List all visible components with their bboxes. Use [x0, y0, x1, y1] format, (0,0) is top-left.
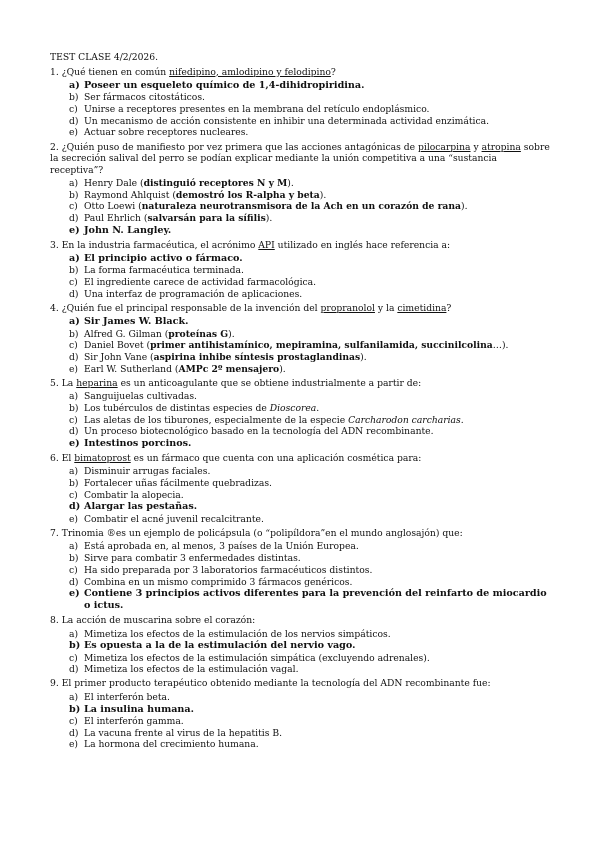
question-block	[50, 378, 550, 451]
option-note-bold: demostró los R-alpha y beta	[175, 189, 320, 201]
option-note-bold: AMPc 2º mensajero	[178, 363, 280, 375]
option-text: El principio activo o fármaco.	[84, 253, 243, 265]
question-number: 7.	[50, 527, 59, 539]
question-stem	[50, 678, 550, 690]
option	[50, 277, 550, 289]
option-text: La vacuna frente al virus de la hepatitis B.	[84, 727, 283, 739]
option-note-bold: proteínas G	[168, 328, 229, 340]
question-stem	[50, 240, 550, 252]
option	[50, 728, 550, 740]
option	[50, 352, 550, 364]
option-name: Earl W. Sutherland (	[84, 363, 179, 375]
option-letter: b)	[69, 92, 79, 104]
option-letter: b)	[69, 265, 79, 277]
option-text: La forma farmacéutica terminada.	[84, 265, 244, 277]
option-letter: d)	[69, 213, 79, 225]
option-tail: .	[460, 414, 464, 426]
option	[50, 265, 550, 277]
option-letter: a)	[69, 691, 79, 703]
option-correct	[50, 253, 550, 265]
option-text: El ingrediente carece de actividad farmacológica.	[84, 276, 317, 288]
option-text: Mimetiza los efectos de la estimulación de los nervios simpáticos.	[84, 628, 391, 640]
option-list	[50, 692, 550, 751]
question-number: 8.	[50, 615, 59, 627]
question-number: 5.	[50, 377, 59, 389]
option-text: Fortalecer uñas fácilmente quebradizas.	[84, 478, 272, 490]
option-letter: c)	[69, 340, 78, 352]
option-letter: d)	[69, 501, 81, 513]
option	[50, 201, 550, 213]
option-letter: a)	[69, 316, 80, 328]
option-name: Otto Loewi (	[84, 201, 142, 213]
question-block	[50, 528, 550, 613]
option-text: Un mecanismo de acción consistente en inhibir una determinada actividad enzimática.	[84, 115, 490, 127]
option-letter: d)	[69, 115, 79, 127]
option-letter: b)	[69, 478, 79, 490]
question-block	[50, 303, 550, 376]
underlined-term: nifedipino, amlodipino y felodipino	[169, 66, 331, 78]
option-letter: e)	[69, 127, 79, 139]
option-letter: a)	[69, 466, 79, 478]
option-letter: c)	[69, 201, 78, 213]
underlined-term: bimatoprost	[74, 452, 131, 464]
option-letter: c)	[69, 103, 78, 115]
page-title: TEST CLASE 4/2/2026.	[50, 52, 159, 63]
option-list	[50, 178, 550, 237]
question-stem	[50, 615, 550, 627]
option-text: Disminuir arrugas faciales.	[84, 466, 211, 478]
option-text: Un proceso biotecnológico basado en la tecnología del ADN recombinante.	[84, 426, 434, 438]
option-note-bold: naturaleza neurotransmisora de la Ach en un corazón de rana	[141, 201, 461, 213]
option	[50, 426, 550, 438]
option-text: Mimetiza los efectos de la estimulación vagal.	[84, 664, 299, 676]
question-text: es un anticoagulante que se obtiene industrialmente a partir de:	[117, 377, 422, 389]
option	[50, 478, 550, 490]
option	[50, 92, 550, 104]
question-text: ¿Qué tienen en común	[58, 66, 170, 78]
option-list	[50, 253, 550, 300]
option-letter: b)	[69, 403, 79, 415]
option-text: Sanguijuelas cultivadas.	[84, 391, 197, 403]
option-letter: e)	[69, 224, 80, 236]
option-name: Alfred G. Gilman (	[84, 328, 169, 340]
question-number: 4.	[50, 302, 59, 314]
option-italic: Carcharodon carcharias	[348, 414, 461, 426]
question-text: y	[470, 141, 482, 153]
option-text: Alargar las pestañas.	[84, 501, 198, 513]
option-correct	[50, 640, 550, 652]
option-tail: ).	[287, 178, 294, 190]
option-letter: b)	[69, 189, 79, 201]
question-block	[50, 142, 550, 238]
option-list	[50, 466, 550, 525]
question-stem	[50, 142, 550, 177]
option-correct	[50, 80, 550, 92]
option-tail: ).	[265, 213, 273, 225]
option-text: Es opuesta a la de la estimulación del nervio vago.	[84, 640, 356, 652]
question-stem	[50, 303, 550, 315]
document-page	[50, 51, 550, 751]
question-text: Trinomia ®es un ejemplo de policápsula (o “polipíldora”en el mundo anglosajón) que:	[58, 527, 463, 539]
option-name: Henry Dale (	[84, 178, 144, 190]
option-letter: e)	[69, 739, 79, 751]
question-number: 3.	[50, 239, 59, 251]
option	[50, 577, 550, 589]
option-name: Sir John Vane (	[84, 351, 154, 363]
option-tail: ).	[360, 351, 367, 363]
option-correct	[50, 588, 550, 612]
option-text: Poseer un esqueleto químico de 1,4-dihidropiridina.	[84, 80, 365, 91]
question-block	[50, 453, 550, 526]
option-text: Contiene 3 principios activos diferentes para la prevención del reinfarto de miocardio o ictus.	[84, 588, 547, 612]
option-letter: d)	[69, 664, 79, 676]
option	[50, 466, 550, 478]
option-note-bold: distinguió receptores N y M	[143, 178, 288, 190]
question-text: La	[58, 377, 77, 389]
option-tail: …).	[492, 340, 509, 352]
option-text: Intestinos porcinos.	[84, 438, 192, 450]
question-number: 1.	[50, 66, 59, 78]
option-letter: e)	[69, 438, 80, 450]
question-block	[50, 615, 550, 676]
option-letter: b)	[69, 553, 79, 565]
option-tail: .	[316, 403, 320, 415]
option-text: Actuar sobre receptores nucleares.	[84, 127, 249, 139]
option-text: Los tubérculos de distintas especies de	[84, 403, 270, 415]
option	[50, 415, 550, 427]
option-text: Combatir la alopecia.	[84, 489, 184, 501]
option-text: El interferón gamma.	[84, 715, 184, 727]
option-text: Unirse a receptores presentes en la membrana del retículo endoplásmico.	[84, 103, 430, 115]
option-list	[50, 541, 550, 612]
option	[50, 178, 550, 190]
question-number: 9.	[50, 678, 59, 690]
option-list	[50, 316, 550, 375]
option-text: John N. Langley.	[84, 224, 172, 236]
question-stem	[50, 378, 550, 390]
option	[50, 692, 550, 704]
option	[50, 391, 550, 403]
option-text: Ha sido preparada por 3 laboratorios farmacéuticos distintos.	[84, 564, 373, 576]
option-note-bold: primer antihistamínico, mepiramina, sulfanilamida, succinilcolina	[150, 340, 493, 352]
option-note-bold: aspirina inhibe síntesis prostaglandinas	[153, 351, 361, 363]
option	[50, 553, 550, 565]
question-list	[50, 67, 550, 751]
option-letter: d)	[69, 426, 79, 438]
option-text: Ser fármacos citostáticos.	[84, 92, 205, 104]
option	[50, 541, 550, 553]
option-tail: ).	[461, 201, 468, 213]
option-text: La hormona del crecimiento humana.	[84, 739, 259, 751]
option-correct	[50, 438, 550, 450]
question-text: y la	[374, 302, 398, 314]
option	[50, 514, 550, 526]
option-letter: c)	[69, 414, 78, 426]
underlined-term: pilocarpina	[418, 141, 471, 153]
option-text: La insulina humana.	[84, 703, 194, 715]
option-tail: ).	[279, 363, 286, 375]
option-name: Paul Ehrlich (	[84, 213, 148, 225]
underlined-term: atropina	[481, 141, 521, 153]
option	[50, 213, 550, 225]
option-text: Está aprobada en, al menos, 3 países de la Unión Europea.	[84, 541, 359, 553]
option-list	[50, 80, 550, 139]
question-text: ?	[330, 66, 336, 78]
question-block	[50, 67, 550, 140]
question-text: La acción de muscarina sobre el corazón:	[58, 615, 256, 627]
underlined-term: API	[258, 239, 275, 251]
option-letter: b)	[69, 703, 81, 715]
option	[50, 289, 550, 301]
option-letter: c)	[69, 489, 78, 501]
underlined-term: heparina	[76, 377, 118, 389]
option-letter: a)	[69, 541, 79, 553]
option-italic: Dioscorea	[269, 403, 317, 415]
option-letter: d)	[69, 351, 79, 363]
option-name: Daniel Bovet (	[84, 340, 151, 352]
question-text: El	[58, 452, 75, 464]
option-letter: e)	[69, 513, 79, 525]
option-text: Una interfaz de programación de aplicaciones.	[84, 288, 303, 300]
question-number: 2.	[50, 141, 59, 153]
option-list	[50, 391, 550, 450]
option-correct	[50, 316, 550, 328]
option-letter: c)	[69, 715, 78, 727]
question-stem	[50, 67, 550, 79]
option-letter: a)	[69, 178, 79, 190]
option-letter: a)	[69, 391, 79, 403]
option-correct	[50, 225, 550, 237]
option-letter: c)	[69, 564, 78, 576]
underlined-term: propranolol	[320, 302, 375, 314]
option-letter: a)	[69, 253, 80, 265]
option	[50, 664, 550, 676]
option-list	[50, 629, 550, 676]
option	[50, 329, 550, 341]
option-letter: e)	[69, 588, 80, 600]
option	[50, 127, 550, 139]
option-name: Raymond Ahlquist (	[84, 189, 176, 201]
option	[50, 490, 550, 502]
option	[50, 340, 550, 352]
option	[50, 104, 550, 116]
option-letter: d)	[69, 576, 79, 588]
option-tail: ).	[319, 189, 327, 201]
option-letter: a)	[69, 628, 79, 640]
option	[50, 653, 550, 665]
question-text: sobre la secreción salival del perro se podían explicar mediante la unión competitiva a una “sustancia receptiva”?	[50, 141, 550, 176]
question-text: utilizado en inglés hace referencia a:	[274, 239, 451, 251]
question-stem	[50, 528, 550, 540]
option-tail: ).	[228, 328, 235, 340]
option-letter: b)	[69, 640, 81, 652]
question-text: es un fármaco que cuenta con una aplicación cosmética para:	[130, 452, 422, 464]
option	[50, 565, 550, 577]
option	[50, 190, 550, 202]
option	[50, 403, 550, 415]
option-text: El interferón beta.	[84, 691, 170, 703]
option	[50, 739, 550, 751]
question-text: En la industria farmacéutica, el acrónimo	[58, 239, 259, 251]
option	[50, 364, 550, 376]
question-text: El primer producto terapéutico obtenido mediante la tecnología del ADN recombinante fue:	[58, 678, 491, 690]
option-letter: d)	[69, 727, 79, 739]
option-text: Combina en un mismo comprimido 3 fármacos genéricos.	[84, 576, 353, 588]
option-letter: b)	[69, 328, 79, 340]
option-note-bold: salvarsán para la sífilis	[147, 213, 266, 225]
option-letter: d)	[69, 288, 79, 300]
underlined-term: cimetidina	[397, 302, 447, 314]
question-text: ¿Quién fue el principal responsable de la invención del	[58, 302, 321, 314]
option-text: Combatir el acné juvenil recalcitrante.	[84, 513, 264, 525]
option-correct	[50, 501, 550, 513]
option-letter: a)	[69, 80, 80, 91]
option-text: Las aletas de los tiburones, especialmente de la especie	[84, 414, 349, 426]
option-text: Sirve para combatir 3 enfermedades distintas.	[84, 553, 301, 565]
option-correct	[50, 704, 550, 716]
question-block	[50, 678, 550, 751]
question-number: 6.	[50, 452, 59, 464]
question-text: ¿Quién puso de manifiesto por vez primera que las acciones antagónicas de	[58, 141, 418, 153]
question-block	[50, 240, 550, 301]
option-letter: e)	[69, 363, 79, 375]
option-text: Sir James W. Black.	[84, 316, 189, 328]
question-text: ?	[446, 302, 452, 314]
question-stem	[50, 453, 550, 465]
option	[50, 116, 550, 128]
option-letter: c)	[69, 276, 78, 288]
option	[50, 716, 550, 728]
option-text: Mimetiza los efectos de la estimulación simpática (excluyendo adrenales).	[84, 652, 430, 664]
option	[50, 629, 550, 641]
option-letter: c)	[69, 652, 78, 664]
